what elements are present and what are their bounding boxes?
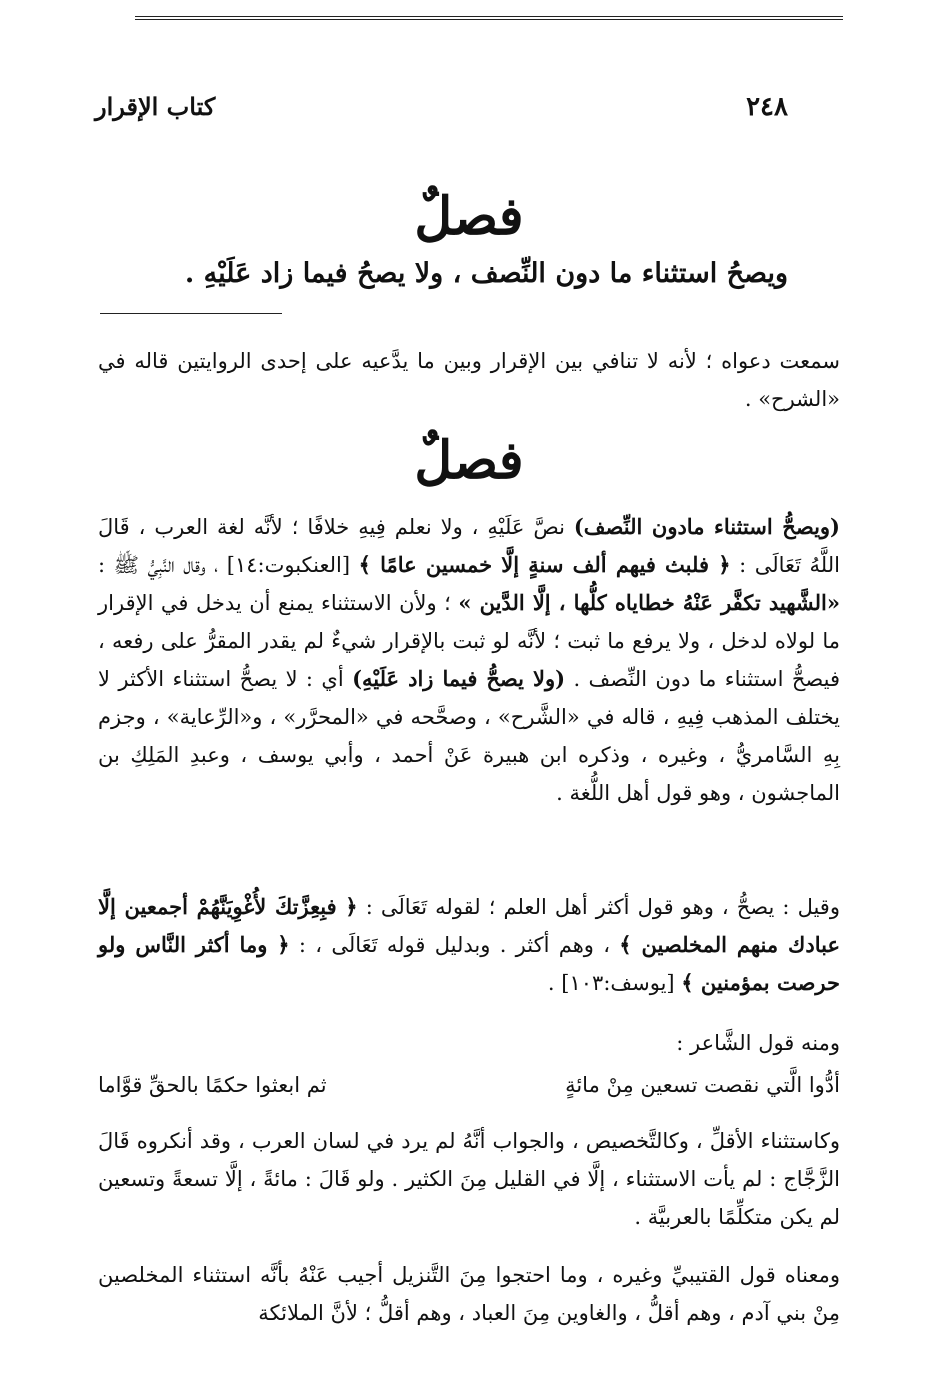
- quran-quote: ﴿ فلبث فيهم ألف سنةٍ إلَّا خمسين عامًا ﴾: [358, 552, 731, 577]
- matn-text: ويصحُ استثناء ما دون النِّصف ، ولا يصحُ فيما زاد عَلَيْهِ .: [184, 258, 788, 289]
- verse-first-hemistich: أدُّوا الَّتي نقصت تسعين مِنْ مائةٍ: [565, 1073, 840, 1097]
- hadith-quote: «الشَّهيد تكفَّر عَنْهُ خطاياه كلُّها ، إلَّا الدَّين »: [458, 590, 840, 615]
- matn-quote-2: (ولا يصحُّ فيما زاد عَلَيْهِ): [352, 666, 566, 691]
- body-paragraph-1: [98, 508, 840, 878]
- verse-second-hemistich: ثم ابعثوا حكمًا بالحقِّ قوَّاما: [98, 1073, 327, 1097]
- matn-quote-1: (ويصحُّ استثناء مادون النِّصف): [573, 514, 840, 539]
- book-title: كتاب الإقرار: [95, 92, 216, 121]
- body-paragraph-4: وكاستثناء الأقلِّ ، وكالتَّخصيص ، والجواب أنَّهُ لم يرد في لسان العرب ، وقد أنكروه قَالَ الزَّجَّاج : لم يأت الاستثناء ، إلَّا في القليل مِنَ الكثير . ولو قَالَ : مائةً ، إلَّا تسعةً وتسعين لم يكن متكلِّمًا بالعربيَّة .: [98, 1129, 840, 1229]
- text-run: [يوسف:١٠٣] .: [547, 971, 682, 995]
- section-heading-top: فصلٌ: [414, 186, 524, 247]
- body-paragraph-3: ومنه قول الشَّاعر :: [676, 1031, 840, 1055]
- quran-quote: ﴿ وما أكثر النَّاس ولو حرصت بمؤمنين ﴾: [98, 932, 840, 995]
- body-paragraph-2: [98, 888, 840, 1002]
- poetry-verse: [98, 1066, 840, 1104]
- text-run: ؛ ولأن الاستثناء يمنع أن يدخل في الإقرار ما لولاه لدخل ، ولا يرفع ما ثبت ؛ لأنَّه لو ثبت بالإقرار شيءٌ لم يقدر المقرُّ على رفعه ، فيصحُّ استثناء ما دون النِّصف .: [98, 591, 840, 691]
- footnote-paragraph: سمعت دعواه ؛ لأنه لا تنافي بين الإقرار وبين ما يدَّعيه على إحدى الروايتين قاله في «الشرح» .: [98, 349, 840, 411]
- header-rule: [135, 16, 843, 20]
- text-run: ، وهم أكثر . وبدليل قوله تَعَالَى ، :: [289, 933, 620, 957]
- text-run: [العنكبوت:١٤] ، وقال النَّبِيُّ ﷺ :: [98, 553, 359, 577]
- text-run: أي : لا يصحُّ استثناء الأكثر لا يختلف المذهب فِيهِ ، قاله في «الشَّرح» ، وصحَّحه في «المحرَّر» ، و«الرِّعاية» ، وجزم بِهِ السَّامريُّ ، وغيره ، وذكره ابن هبيرة عَنْ أحمد ، وأبي يوسف ، وعبدِ المَلِكِ بن الماجشون ، وهو قول أهل اللُّغة .: [98, 667, 840, 805]
- quran-quote: ﴿ فبِعِزَّتكَ لأُغْوِيَنَّهُمْ أجمعين إلَّا عبادك منهم المخلصين ﴾: [98, 894, 840, 957]
- body-paragraph-5: ومعناه قول القتيبيِّ وغيره ، وما احتجوا مِنَ التَّنزيل أجيب عَنْهُ بأنَّه استثناء المخلصين مِنْ بني آدم ، وهم أقلُّ ، والغاوين مِنَ العباد ، وهم أقلُّ ؛ لأنَّ الملائكة: [98, 1263, 840, 1325]
- page-header: [95, 92, 788, 128]
- page-number: ٢٤٨: [746, 92, 788, 122]
- text-run: وقيل : يصحُّ ، وهو قول أكثر أهل العلم ؛ لقوله تَعَالَى :: [357, 895, 840, 919]
- matn-separator: [100, 313, 282, 314]
- text-run: نصَّ عَلَيْهِ ، ولا نعلم فِيهِ خلافًا ؛ لأنَّه لغة العرب ، قَالَ اللَّهُ تَعَالَى :: [98, 515, 840, 577]
- section-heading-second: فصلٌ: [414, 430, 524, 491]
